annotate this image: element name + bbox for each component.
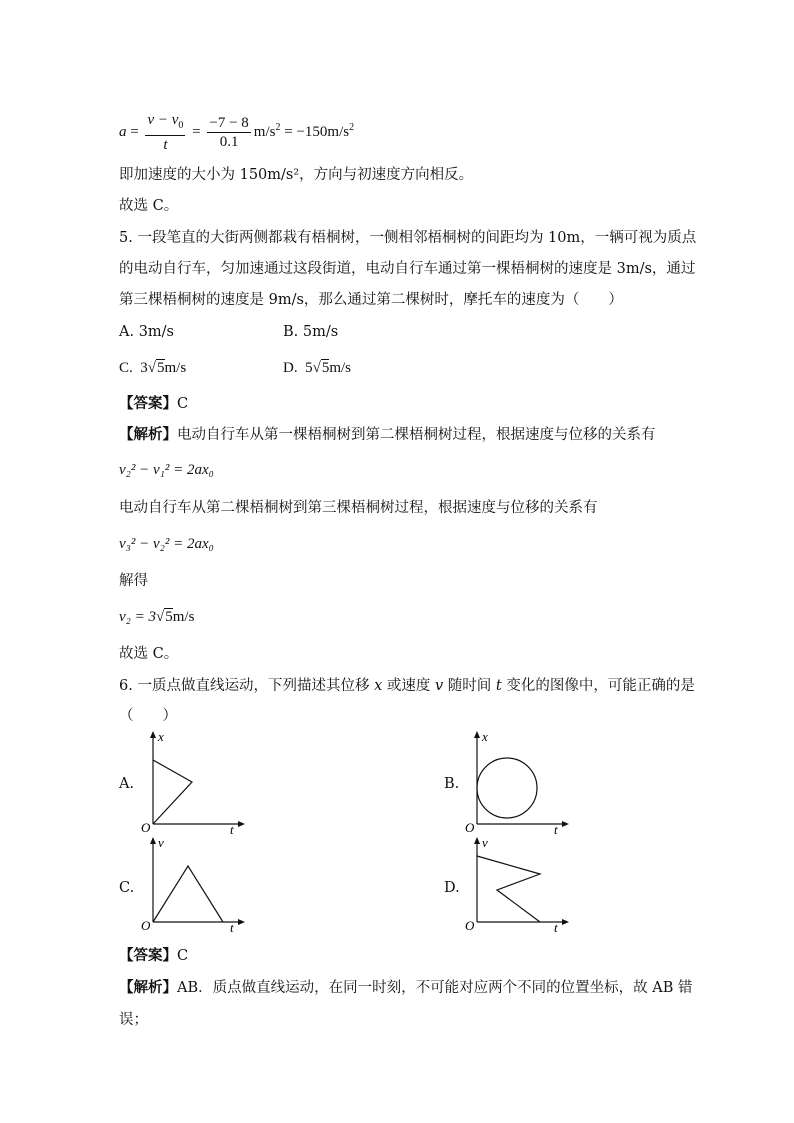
graph-c: [138, 834, 250, 942]
q5-option-c-label: C.: [119, 360, 133, 376]
accel-explanation: 即加速度的大小为 150m/s²，方向与初速度方向相反。: [119, 167, 474, 183]
q6-var-v: v: [434, 678, 444, 694]
q5-option-c: C. 3√5m/s: [119, 360, 187, 376]
q5-option-d-radicand: 5: [321, 360, 330, 376]
q5-option-d: D. 5√5m/s: [283, 360, 352, 376]
formula-result: = −150m/s: [284, 124, 350, 140]
graph-b-t-label: t: [554, 822, 558, 836]
formula-unit: m/s: [253, 124, 276, 140]
graph-c-t-arrow: [238, 919, 245, 925]
graph-a-label: A.: [119, 776, 135, 792]
graph-c-label: C.: [119, 880, 135, 896]
q5-option-d-unit: m/s: [329, 360, 352, 376]
graph-a: [138, 728, 250, 836]
fraction-1-numerator: v − v: [147, 112, 179, 129]
q6-answer-tag: 【答案】: [119, 947, 177, 964]
q6-var-x: x: [374, 678, 383, 694]
q5-line-3: 第三棵梧桐树的速度是 9m/s，那么通过第二棵树时，摩托车的速度为（ ）: [119, 292, 623, 308]
graph-a-t-label: t: [230, 822, 234, 836]
q5-equation-2: v₃² − v₂² = 2ax₀: [119, 536, 214, 552]
q6-text-c: 随时间: [443, 678, 496, 694]
eq3-unit: m/s: [172, 609, 195, 625]
fraction-2: [207, 114, 250, 151]
q5-analysis-1: [119, 425, 656, 445]
q6-answer: [119, 946, 188, 966]
answer-value: C: [177, 396, 189, 412]
q5-answer: [119, 394, 188, 414]
eq3-radicand: 5: [165, 609, 173, 625]
q6-analysis-1: [119, 978, 692, 998]
graph-c-origin: O: [141, 918, 151, 933]
graph-d-t-arrow: [562, 919, 569, 925]
graph-b-origin: O: [465, 820, 475, 835]
answer-tag: 【答案】: [119, 395, 177, 412]
q5-option-d-coef: 5: [305, 360, 313, 376]
graph-b-x-arrow: [474, 731, 480, 738]
fraction-2-denominator: 0.1: [219, 134, 239, 151]
choose-c-1: 故选 C。: [119, 198, 179, 214]
q6-text-b: 或速度: [382, 678, 435, 694]
q6-analysis-2: 误；: [119, 1012, 148, 1028]
q5-option-c-coef: 3: [140, 360, 148, 376]
formula-lhs: a: [119, 124, 127, 140]
q5-option-c-radicand: 5: [157, 360, 165, 376]
q6-line-2: （ ）: [119, 708, 177, 724]
graph-d-origin: O: [465, 918, 475, 933]
graph-b: [462, 728, 574, 836]
q6-text-d: 变化的图像中，可能正确的是: [501, 678, 695, 694]
acceleration-formula: a = $\frac{v - v_0}{t}$ = $\frac{-7 - 8}{0.1}$ $m/s^2 = -150m/s^2$: [119, 112, 355, 154]
graph-b-x-label: x: [482, 729, 488, 744]
graph-d: [462, 834, 574, 942]
q5-option-c-unit: m/s: [164, 360, 187, 376]
graph-d-curve: [477, 856, 540, 922]
graph-c-t-label: t: [230, 920, 234, 935]
q5-option-d-label: D.: [283, 360, 298, 376]
q5-solve: 解得: [119, 573, 148, 589]
graph-a-x-arrow: [150, 731, 156, 738]
q5-conclusion: 故选 C。: [119, 646, 179, 662]
q6-analysis-tag: 【解析】: [119, 979, 177, 996]
graph-b-t-arrow: [562, 821, 569, 827]
graph-d-v-label: v: [482, 835, 488, 850]
graph-c-curve: [153, 866, 223, 922]
graph-b-label: B.: [444, 776, 460, 792]
q5-option-a: A. 3m/s: [119, 324, 174, 340]
q5-analysis-2: 电动自行车从第二棵梧桐树到第三棵梧桐树过程，根据速度与位移的关系有: [119, 500, 598, 516]
fraction-1: [145, 111, 185, 154]
q6-line-1: [119, 676, 695, 696]
graph-a-curve: [153, 760, 192, 824]
q5-equation-1: v₂² − v₁² = 2ax₀: [119, 462, 214, 478]
graph-d-label: D.: [444, 880, 460, 896]
q5-option-b: B. 5m/s: [283, 324, 339, 340]
graph-b-circle: [477, 758, 537, 818]
fraction-1-denominator: t: [163, 137, 168, 154]
q6-var-t: t: [495, 678, 502, 694]
q5-line-1: 5. 一段笔直的大街两侧都栽有梧桐树，一侧相邻梧桐树的间距均为 10m，一辆可视为质点: [119, 230, 697, 246]
formula-result-sup: 2: [349, 122, 355, 133]
q6-analysis-text: AB．质点做直线运动，在同一时刻，不可能对应两个不同的位置坐标，故 AB 错: [177, 980, 693, 996]
graph-d-v-arrow: [474, 837, 480, 844]
fraction-2-numerator: −7 − 8: [209, 115, 249, 132]
formula-unit-sup: 2: [275, 122, 281, 133]
fraction-1-sub: 0: [178, 120, 184, 132]
graph-a-x-label: x: [158, 729, 164, 744]
graph-c-v-label: v: [158, 835, 164, 850]
analysis-text: 电动自行车从第一棵梧桐树到第二棵梧桐树过程，根据速度与位移的关系有: [177, 427, 656, 443]
graph-a-t-arrow: [238, 821, 245, 827]
q5-line-2: 的电动自行车，匀加速通过这段街道，电动自行车通过第一棵梧桐树的速度是 3m/s，通过: [119, 261, 696, 277]
q6-answer-value: C: [177, 948, 189, 964]
analysis-tag: 【解析】: [119, 426, 177, 443]
eq3-lhs: v₂ = 3: [119, 609, 156, 625]
graph-a-origin: O: [141, 820, 151, 835]
q5-equation-3: v₂ = 3√5m/s: [119, 609, 195, 625]
graph-d-t-label: t: [554, 920, 558, 935]
graph-c-v-arrow: [150, 837, 156, 844]
q6-text-a: 6. 一质点做直线运动，下列描述其位移: [119, 678, 375, 694]
